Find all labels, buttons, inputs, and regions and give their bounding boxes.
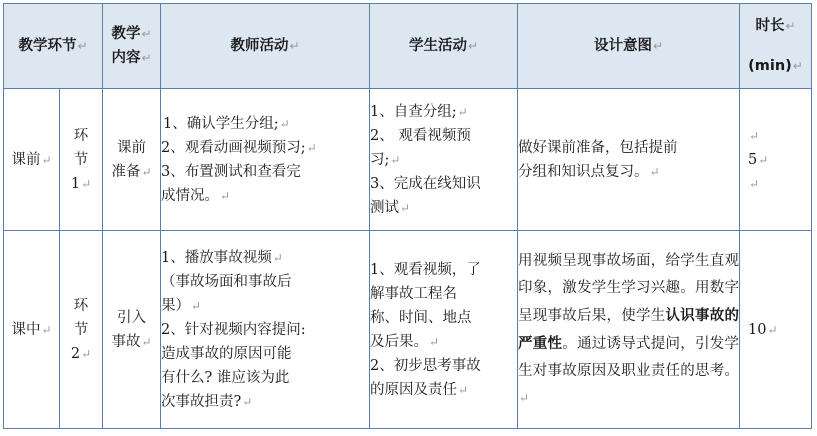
lesson-plan-table	[3, 3, 812, 429]
teacher-activity-cell: 1、播放事故视频↵ （事故场面和事故后 果）↵ 2、针对视频内容提问: 造成事故的原因可能 有什么? 谁应该为此 次事故担责?↵	[161, 231, 370, 429]
design-intent-cell: 用视频呈现事故场面，给学生直观印象，激发学生学习兴趣。用数字呈现事故后果，使学生认识事故的严重性。通过诱导式提问，引发学生对事故原因及职业责任的思考。↵	[518, 231, 740, 429]
key-phrase: 认识事故的严重性	[518, 306, 739, 352]
stage-cell: 课中↵	[4, 231, 60, 429]
design-intent-cell: 做好课前准备，包括提前 分组和知识点复习。↵	[518, 89, 740, 231]
segment-cell: 环 节 2↵	[60, 231, 103, 429]
duration-cell: 10↵	[740, 231, 812, 429]
header-duration: 时长↵ (min)↵	[740, 4, 812, 89]
header-content: 教学↵ 内容↵	[103, 4, 161, 89]
duration-cell: ↵ 5↵ ↵	[740, 89, 812, 231]
stage-cell: 课前↵	[4, 89, 60, 231]
header-stage: 教学环节↵	[4, 4, 103, 89]
header-row	[4, 4, 812, 89]
table-row	[4, 231, 812, 429]
header-teacher-activity: 教师活动↵	[161, 4, 370, 89]
header-student-activity: 学生活动↵	[370, 4, 518, 89]
student-activity-cell: 1、观看视频，了 解事故工程名 称、时间、地点 及后果。↵ 2、初步思考事故 的原因及责任↵	[370, 231, 518, 429]
content-cell: 课前 准备↵	[103, 89, 161, 231]
segment-cell: 环 节 1↵	[60, 89, 103, 231]
teacher-activity-cell: 1、确认学生分组;↵ 2、观看动画视频预习;↵ 3、布置测试和查看完 成情况。↵	[161, 89, 370, 231]
header-design-intent: 设计意图↵	[518, 4, 740, 89]
student-activity-cell: 1、自查分组;↵ 2、 观看视频预 习;↵ 3、完成在线知识 测试↵	[370, 89, 518, 231]
table-row	[4, 89, 812, 231]
content-cell: 引入 事故↵	[103, 231, 161, 429]
